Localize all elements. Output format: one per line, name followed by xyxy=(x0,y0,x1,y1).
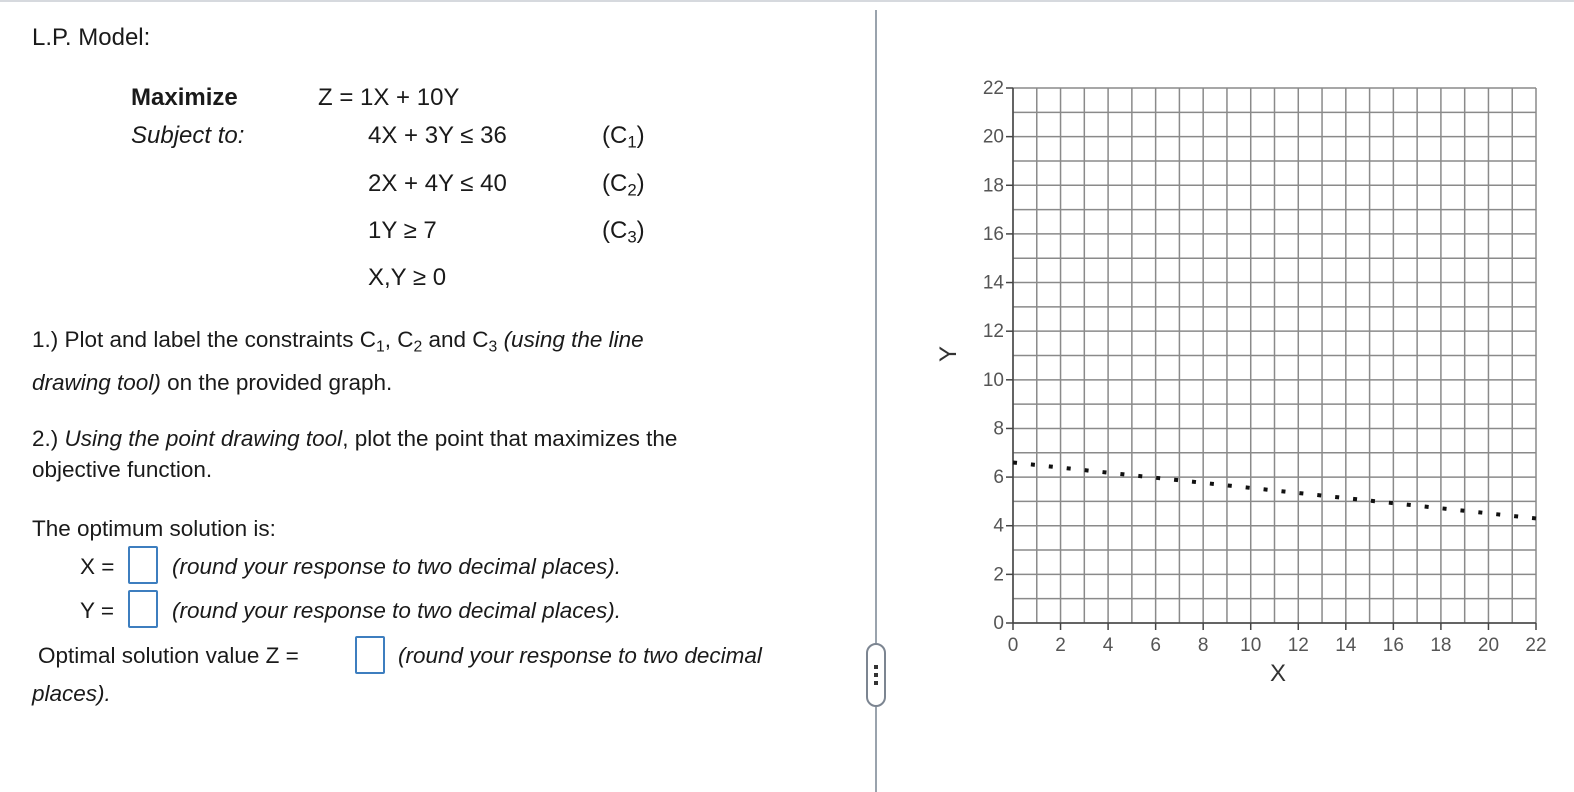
y-tick-label: 14 xyxy=(982,272,1004,294)
y-tick-label: 2 xyxy=(993,564,1004,586)
x-tick-label: 8 xyxy=(1197,635,1209,656)
instruction-1-line-1: 1.) Plot and label the constraints $C_1$, $C_2$ and $C_3$ (using the line xyxy=(32,327,644,356)
constraint-c2-expression: 2X + 4Y ≤ 40 xyxy=(368,170,507,197)
x-tick-label: 2 xyxy=(1055,635,1066,656)
grip-dot xyxy=(874,681,878,685)
x-tick-label: 14 xyxy=(1335,635,1357,656)
instruction-2-line-1: 2.) Using the point drawing tool, plot the point that maximizes the xyxy=(32,426,678,451)
y-axis-label: Y xyxy=(935,345,962,363)
y-tick-label: 20 xyxy=(982,126,1004,148)
instruction-2-line-2: objective function. xyxy=(32,457,213,482)
z-answer-input[interactable] xyxy=(355,636,385,674)
x-tick-label: 10 xyxy=(1240,635,1262,656)
y-tick-label: 0 xyxy=(993,613,1004,634)
constraint-c2-tag: $(C_2)$ xyxy=(602,170,645,200)
z-answer-label: Optimal solution value Z = xyxy=(38,643,299,668)
x-tick-label: 22 xyxy=(1525,635,1547,656)
z-round-hint-line-1: (round your response to two decimal xyxy=(398,643,762,668)
x-tick-label: 16 xyxy=(1382,635,1404,656)
axis-ticks xyxy=(983,78,1547,656)
y-tick-label: 18 xyxy=(982,175,1004,197)
model-heading: L.P. Model: xyxy=(32,24,151,51)
x-tick-label: 12 xyxy=(1287,635,1309,656)
objective-function: Z = 1X + 10Y xyxy=(318,84,460,111)
y-tick-label: 22 xyxy=(982,78,1004,99)
instruction-1-line-2: drawing tool) on the provided graph. xyxy=(32,370,393,395)
y-tick-label: 8 xyxy=(993,418,1004,440)
x-answer-input[interactable] xyxy=(128,546,158,584)
y-answer-input[interactable] xyxy=(128,590,158,628)
x-axis-label: X xyxy=(1269,660,1287,687)
y-tick-label: 6 xyxy=(993,467,1004,489)
z-round-hint-line-2: places). xyxy=(32,681,111,706)
nonnegativity-constraint: X,Y ≥ 0 xyxy=(368,264,447,291)
constraint-c1-tag: $(C_1)$ xyxy=(602,122,645,152)
optimum-heading: The optimum solution is: xyxy=(32,516,276,541)
y-round-hint: (round your response to two decimal places). xyxy=(172,598,621,623)
maximize-label: Maximize xyxy=(131,84,238,111)
constraint-c3-expression: 1Y ≥ 7 xyxy=(368,217,437,244)
x-tick-label: 0 xyxy=(1007,635,1019,656)
x-tick-label: 6 xyxy=(1150,635,1161,656)
x-tick-label: 20 xyxy=(1477,635,1500,656)
x-round-hint: (round your response to two decimal places). xyxy=(172,554,621,579)
subject-to-label: Subject to: xyxy=(131,122,245,149)
grid xyxy=(1013,88,1536,623)
pane-resize-handle[interactable] xyxy=(866,643,886,707)
y-tick-label: 12 xyxy=(982,321,1004,343)
grip-dot xyxy=(874,673,878,677)
y-answer-label: Y = xyxy=(80,598,114,623)
y-tick-label: 4 xyxy=(993,515,1004,537)
x-tick-label: 4 xyxy=(1102,635,1114,656)
constraint-c1-expression: 4X + 3Y ≤ 36 xyxy=(368,122,507,149)
top-border xyxy=(0,0,1574,2)
x-answer-label: X = xyxy=(80,554,115,579)
y-tick-label: 16 xyxy=(982,223,1004,245)
graph-panel[interactable] xyxy=(900,60,1574,700)
y-tick-label: 10 xyxy=(982,369,1004,391)
constraint-c3-tag: $(C_3)$ xyxy=(602,217,645,247)
x-tick-label: 18 xyxy=(1430,635,1452,656)
grip-dot xyxy=(874,665,878,669)
